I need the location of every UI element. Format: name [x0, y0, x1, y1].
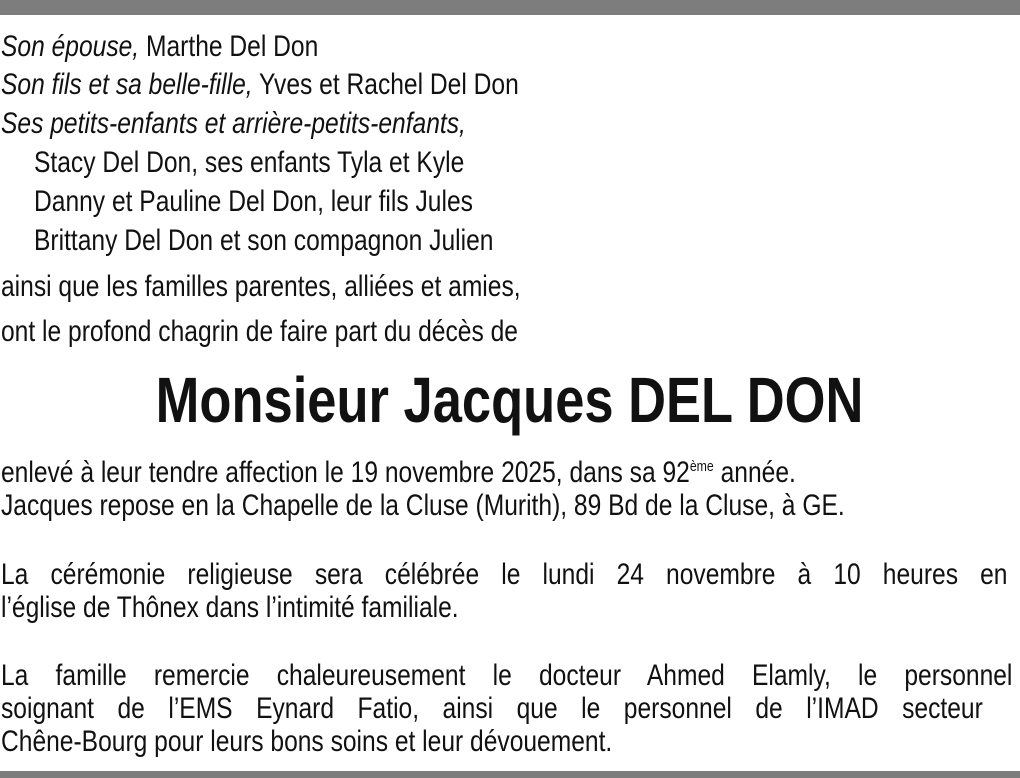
son-label: Son fils et sa belle-fille,: [1, 68, 253, 101]
bottom-border: [0, 771, 1020, 778]
son-names: Yves et Rachel Del Don: [258, 68, 519, 101]
deceased-name-heading: [0, 364, 1020, 436]
spouse-line: [1, 30, 318, 64]
son-line: [1, 68, 519, 102]
grandchild-entry: Stacy Del Don, ses enfants Tyla et Kyle: [34, 146, 465, 179]
thanks-line-1: La famille remercie chaleureusement le docteur Ahmed Elamly, le personnel: [1, 659, 1013, 692]
grandchild-entry: Brittany Del Don et son compagnon Julien: [34, 224, 494, 257]
announce-line: ont le profond chagrin de faire part du décès de: [1, 315, 518, 348]
grandchildren-label: Ses petits-enfants et arrière-petits-enfants,: [1, 107, 466, 140]
top-border: [0, 0, 1020, 15]
thanks-line-3: Chêne-Bourg pour leurs bons soins et leur dévouement.: [1, 725, 613, 758]
details-paragraph: [1, 456, 1019, 522]
families-line: ainsi que les familles parentes, alliées et amies,: [1, 270, 521, 303]
ceremony-line-2: l’église de Thônex dans l’intimité familiale.: [1, 591, 459, 624]
grandchildren-line: [1, 107, 466, 141]
details-line-2: Jacques repose en la Chapelle de la Cluse (Murith), 89 Bd de la Cluse, à GE.: [1, 489, 845, 522]
thanks-paragraph: [1, 659, 1019, 758]
ceremony-line-1: La cérémonie religieuse sera célébrée le lundi 24 novembre à 10 heures en: [1, 558, 1008, 591]
ordinal-suffix: ème: [689, 458, 714, 475]
spouse-label: Son épouse,: [1, 30, 140, 63]
details-line-1: enlevé à leur tendre affection le 19 novembre 2025, dans sa 92ème année.: [1, 456, 796, 489]
spouse-name: Marthe Del Don: [145, 30, 319, 63]
ceremony-paragraph: [1, 558, 1019, 624]
thanks-line-2: soignant de l’EMS Eynard Fatio, ainsi que le personnel de l’IMAD secteur: [1, 692, 983, 725]
grandchild-entry: Danny et Pauline Del Don, leur fils Jules: [34, 185, 473, 218]
deceased-name: Monsieur Jacques DEL DON: [156, 364, 864, 436]
